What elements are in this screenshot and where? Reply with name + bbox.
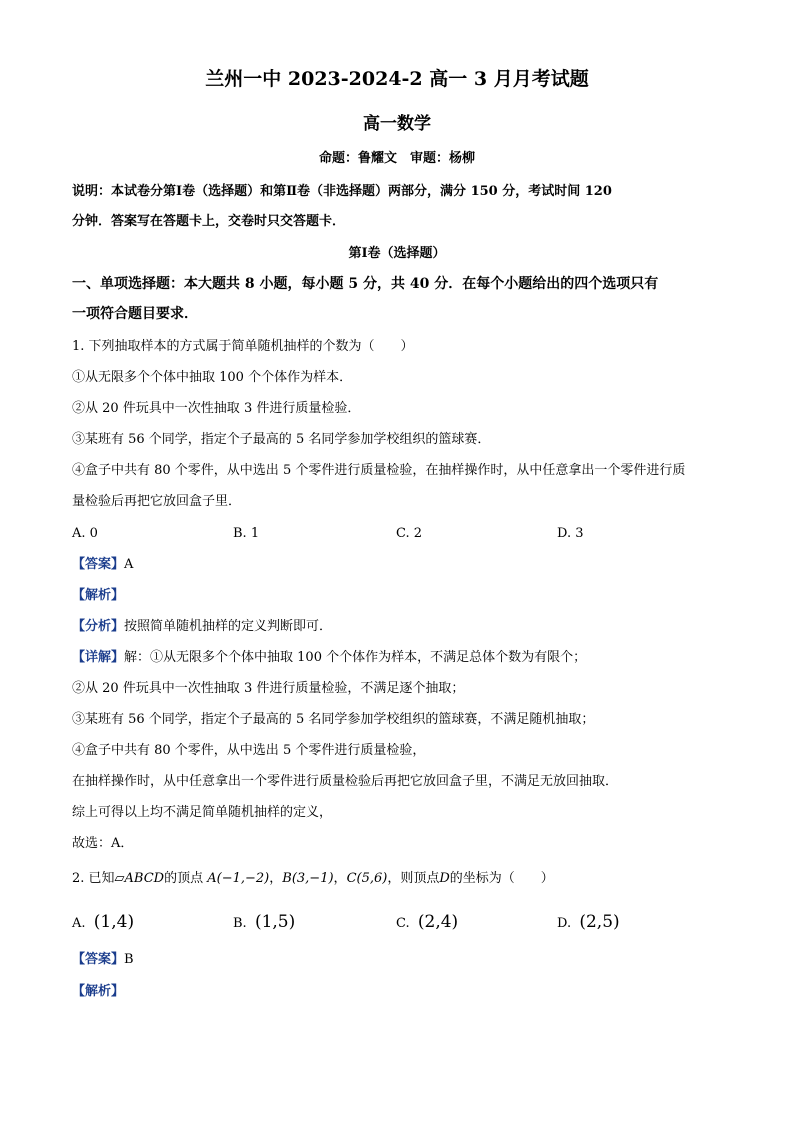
- answer-value: B: [124, 952, 134, 967]
- q2-stem: 2. 已知▱ABCD的顶点 A(−1,−2)，B(3,−1)，C(5,6)，则顶点D的坐标为（ ）: [72, 871, 554, 886]
- q2-abcd: ABCD: [124, 871, 165, 886]
- point-c: C(5,6): [346, 871, 388, 886]
- q1-option-a: A. 0: [72, 526, 98, 541]
- q1-analysis-label: [72, 587, 124, 605]
- option-label: D.: [557, 916, 572, 931]
- exam-title: 兰州一中 2023-2024-2 高一 3 月月考试题: [205, 68, 589, 90]
- q1-detail-3: ③某班有 56 个同学，指定个子最高的 5 名同学参加学校组织的篮球赛，不满足随机抽取；: [72, 712, 595, 727]
- fenxi-tag: 【分析】: [72, 619, 125, 634]
- option-label: A.: [72, 916, 86, 931]
- option-value: (1,4): [93, 912, 135, 932]
- q1-item-1: ①从无限多个个体中抽取 100 个个体作为样本．: [72, 370, 353, 385]
- q1-item-4-line-1: ④盒子中共有 80 个零件，从中选出 5 个零件进行质量检验，在抽样操作时，从中任意拿出一个零件进行质: [72, 463, 686, 478]
- q2-option-c: [396, 913, 458, 933]
- q1-item-4-line-2: 量检验后再把它放回盒子里．: [72, 494, 242, 509]
- instructions-line-2: 分钟．答案写在答题卡上，交卷时只交答题卡．: [72, 214, 346, 229]
- answer-value: A: [124, 557, 134, 572]
- parallelogram-symbol: ▱: [114, 871, 125, 886]
- detail-text-1: 解：①从无限多个个体中抽取 100 个个体作为样本，不满足总体个数为有限个；: [124, 650, 587, 665]
- point-a: A(−1,−2): [207, 871, 270, 886]
- q2-stem-mid1: 的顶点: [164, 871, 204, 886]
- section-heading-line-2: 一项符合题目要求．: [72, 306, 198, 322]
- option-label: C.: [396, 916, 410, 931]
- q1-item-3: ③某班有 56 个同学，指定个子最高的 5 名同学参加学校组织的篮球赛．: [72, 432, 491, 447]
- q2-stem-mid2: ，则顶点: [387, 871, 440, 886]
- q1-detail-5: 在抽样操作时，从中任意拿出一个零件进行质量检验后再把它放回盒子里，不满足无放回抽取．: [72, 774, 619, 789]
- q1-fenxi: [72, 618, 332, 636]
- q2-option-a: [72, 913, 134, 933]
- q2-stem-end: 的坐标为（ ）: [449, 871, 554, 886]
- q2-analysis-label: [72, 983, 124, 1001]
- analysis-tag: 【解析】: [72, 984, 125, 999]
- q1-detail-2: ②从 20 件玩具中一次性抽取 3 件进行质量检验，不满足逐个抽取；: [72, 681, 465, 696]
- q1-detail-1: [72, 649, 586, 667]
- part-heading: 第Ⅰ卷（选择题）: [348, 246, 446, 261]
- q1-item-2: ②从 20 件玩具中一次性抽取 3 件进行质量检验．: [72, 401, 361, 416]
- answer-tag: 【答案】: [72, 557, 125, 572]
- authors-byline: 命题：鲁耀文 审题：杨柳: [318, 151, 475, 166]
- point-b: B(3,−1): [282, 871, 334, 886]
- section-heading-line-1: 一、单项选择题：本大题共 8 小题，每小题 5 分，共 40 分．在每个小题给出的四个选项只有: [72, 276, 659, 292]
- option-label: B.: [233, 916, 247, 931]
- q1-conclusion: 故选：A．: [72, 836, 134, 851]
- instructions-line-1: 说明：本试卷分第Ⅰ卷（选择题）和第Ⅱ卷（非选择题）两部分，满分 150 分，考试时间 120: [72, 184, 612, 199]
- answer-tag: 【答案】: [72, 952, 125, 967]
- point-d: D: [439, 871, 450, 886]
- q1-detail-6: 综上可得以上均不满足简单随机抽样的定义，: [72, 805, 333, 820]
- q1-option-b: B. 1: [233, 526, 260, 541]
- q1-stem: 1. 下列抽取样本的方式属于简单随机抽样的个数为（ ）: [72, 339, 414, 354]
- q1-option-c: C. 2: [396, 526, 423, 541]
- q1-answer: [72, 556, 133, 574]
- q2-option-d: [557, 913, 620, 933]
- exam-subtitle: 高一数学: [363, 114, 431, 134]
- option-value: (2,5): [579, 912, 620, 932]
- q2-answer: [72, 951, 134, 969]
- q2-stem-prefix: 2. 已知: [72, 871, 115, 886]
- fenxi-text: 按照简单随机抽样的定义判断即可．: [124, 619, 333, 634]
- detail-tag: 【详解】: [72, 650, 125, 665]
- analysis-tag: 【解析】: [72, 588, 125, 603]
- q1-option-d: D. 3: [557, 526, 584, 541]
- q1-detail-4: ④盒子中共有 80 个零件，从中选出 5 个零件进行质量检验，: [72, 743, 426, 758]
- option-value: (2,4): [417, 912, 459, 932]
- q2-option-b: [233, 913, 295, 933]
- option-value: (1,5): [254, 912, 296, 932]
